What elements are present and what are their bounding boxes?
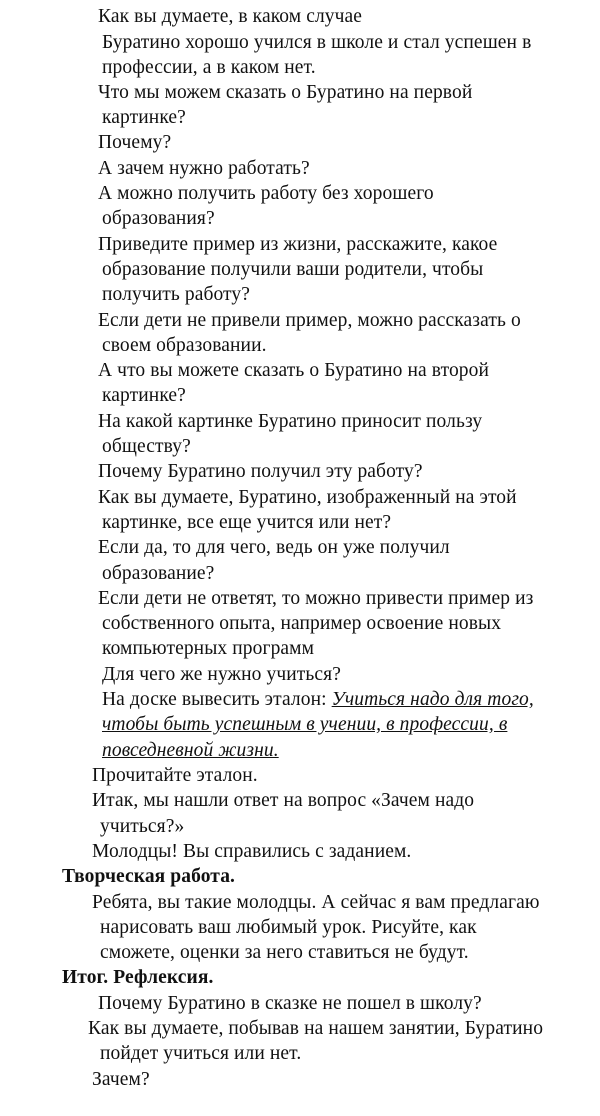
- text-line: Как вы думаете, побывав на нашем занятии, Буратино: [88, 1018, 544, 1039]
- text-line: образования?: [102, 208, 215, 229]
- text-line: Приведите пример из жизни, расскажите, какое: [98, 234, 498, 255]
- text-line: образование получили ваши родители, чтобы: [102, 259, 484, 280]
- text-line: Как вы думаете, Буратино, изображенный на этой: [98, 487, 517, 508]
- text-line: Если дети не привели пример, можно рассказать о: [98, 310, 521, 331]
- etalon-text: Учиться надо для того,: [331, 689, 534, 710]
- text-line: Зачем?: [92, 1069, 150, 1090]
- etalon-line: [102, 687, 534, 712]
- text-line: картинке?: [102, 385, 186, 406]
- text-line: обществу?: [102, 436, 191, 457]
- text-line: Почему Буратино в сказке не пошел в школу?: [98, 993, 482, 1014]
- text-line: профессии, а в каком нет.: [102, 57, 316, 78]
- section-heading-creative: Творческая работа.: [62, 866, 236, 887]
- text-line: собственного опыта, например освоение новых: [102, 613, 502, 634]
- text-line: пойдет учиться или нет.: [100, 1043, 302, 1064]
- etalon-intro: На доске вывесить эталон:: [102, 689, 332, 710]
- text-line: А зачем нужно работать?: [98, 158, 310, 179]
- etalon-text-end: повседневной жизни.: [102, 740, 279, 761]
- text-line: Прочитайте эталон.: [92, 765, 258, 786]
- text-line: Если дети не ответят, то можно привести пример из: [98, 588, 534, 609]
- text-line: А что вы можете сказать о Буратино на второй: [98, 360, 490, 381]
- text-line: компьютерных программ: [102, 638, 315, 659]
- text-line: Итак, мы нашли ответ на вопрос «Зачем надо: [92, 790, 475, 811]
- text-line: А можно получить работу без хорошего: [98, 183, 434, 204]
- text-line: Как вы думаете, в каком случае: [98, 6, 363, 27]
- text-line: Почему?: [98, 132, 172, 153]
- text-line: Для чего же нужно учиться?: [102, 664, 341, 685]
- text-line: Ребята, вы такие молодцы. А сейчас я вам предлагаю: [92, 892, 540, 913]
- text-line: учиться?»: [100, 816, 185, 837]
- text-line: своем образовании.: [102, 335, 267, 356]
- text-line: получить работу?: [102, 284, 251, 305]
- text-line: Что мы можем сказать о Буратино на первой: [98, 82, 473, 103]
- text-line: Буратино хорошо учился в школе и стал успешен в: [102, 32, 532, 53]
- text-line: Молодцы! Вы справились с заданием.: [92, 841, 412, 862]
- text-line: Если да, то для чего, ведь он уже получил: [98, 537, 450, 558]
- text-line: нарисовать ваш любимый урок. Рисуйте, как: [100, 917, 477, 938]
- text-line: сможете, оценки за него ставиться не будут.: [100, 942, 469, 963]
- text-line: картинке, все еще учится или нет?: [102, 512, 392, 533]
- text-line: На какой картинке Буратино приносит пользу: [98, 411, 483, 432]
- text-line: образование?: [102, 563, 215, 584]
- section-heading-reflection: Итог. Рефлексия.: [62, 967, 214, 988]
- text-line: картинке?: [102, 107, 186, 128]
- text-line: Почему Буратино получил эту работу?: [98, 461, 423, 482]
- etalon-text-continued: чтобы быть успешным в учении, в профессии, в: [102, 714, 508, 735]
